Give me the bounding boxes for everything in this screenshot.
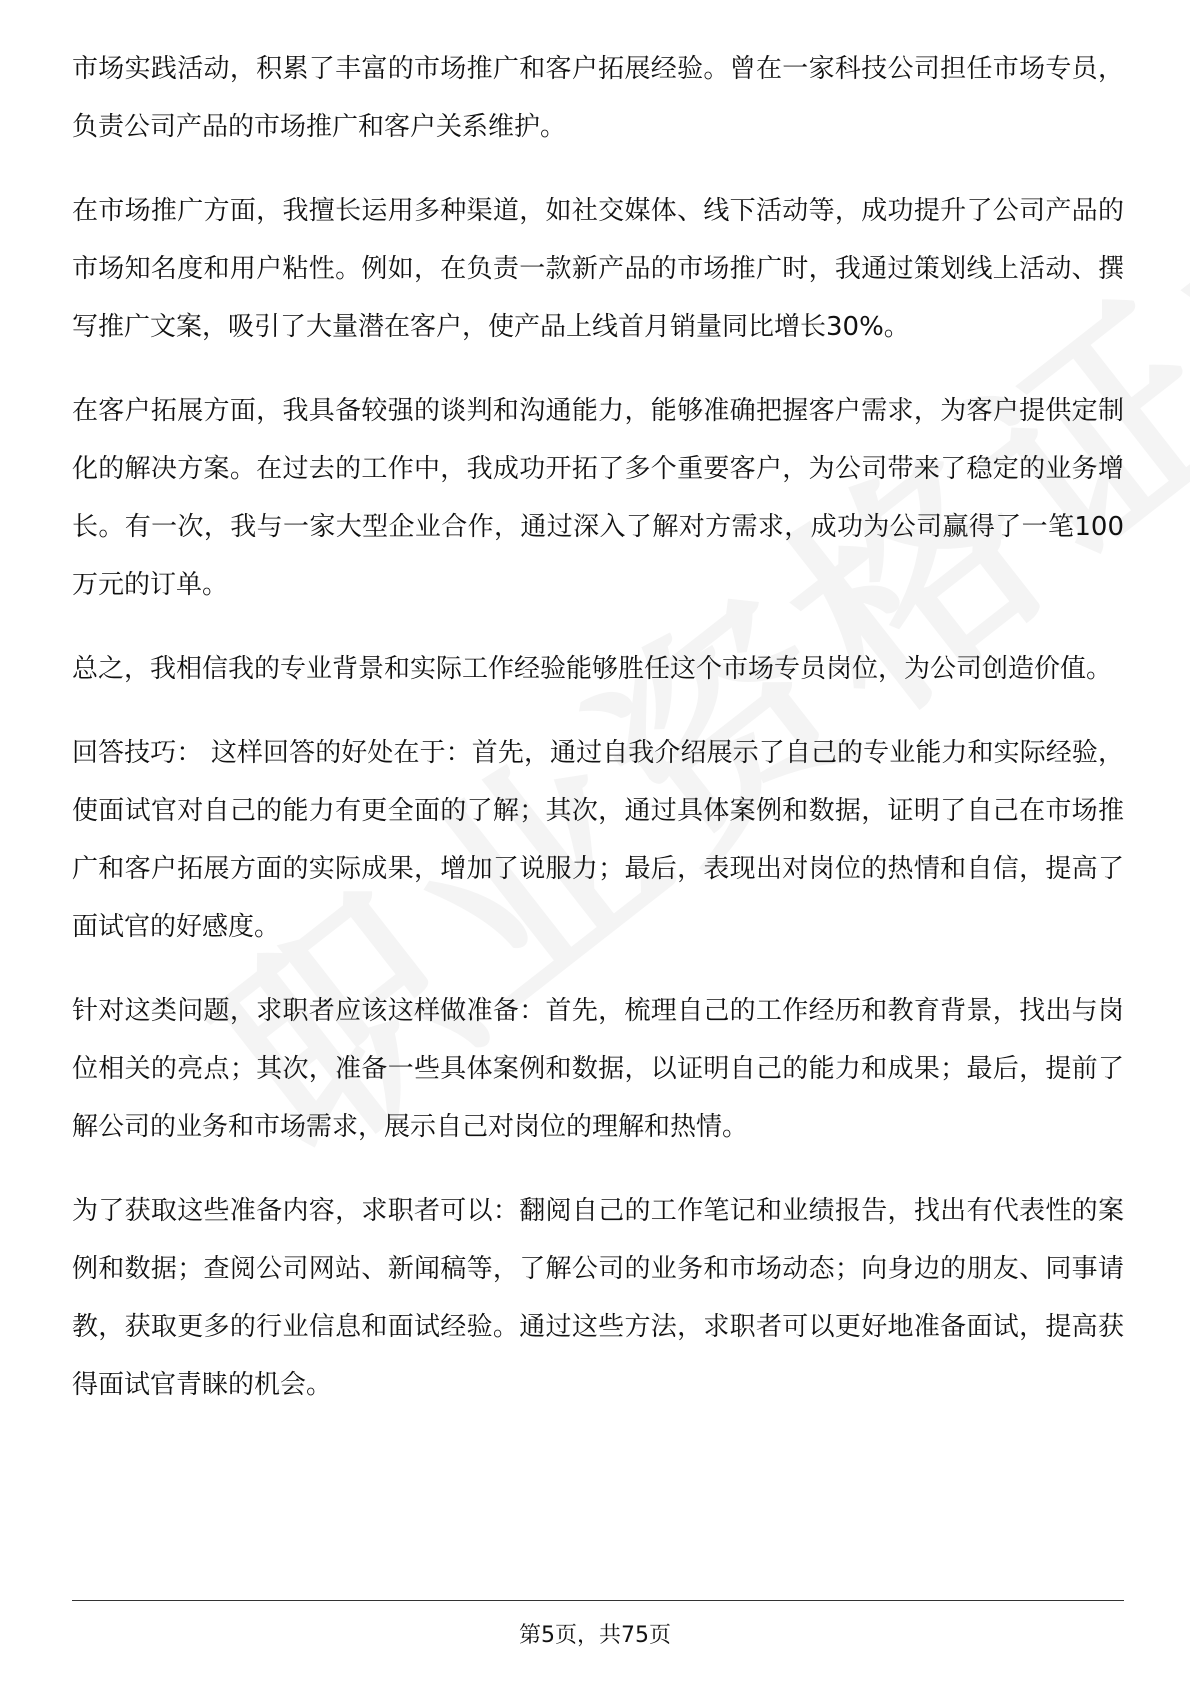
- paragraph-7: 为了获取这些准备内容，求职者可以：翻阅自己的工作笔记和业绩报告，找出有代表性的案例和数据；查阅公司网站、新闻稿等，了解公司的业务和市场动态；向身边的朋友、同事请教，获取更多的行业信息和面试经验。通过这些方法，求职者可以更好地准备面试，提高获得面试官青睐的机会。: [72, 1196, 1124, 1400]
- paragraph-2: 在市场推广方面，我擅长运用多种渠道，如社交媒体、线下活动等，成功提升了公司产品的市场知名度和用户粘性。例如，在负责一款新产品的市场推广时，我通过策划线上活动、撰写推广文案，吸引了大量潜在客户，使产品上线首月销量同比增长30%。: [72, 196, 1124, 342]
- paragraph-4: 总之，我相信我的专业背景和实际工作经验能够胜任这个市场专员岗位，为公司创造价值。: [72, 654, 1113, 684]
- paragraph-1: 市场实践活动，积累了丰富的市场推广和客户拓展经验。曾在一家科技公司担任市场专员，负责公司产品的市场推广和客户关系维护。: [72, 54, 1124, 142]
- document-body: [72, 40, 1124, 1440]
- paragraph-3: 在客户拓展方面，我具备较强的谈判和沟通能力，能够准确把握客户需求，为客户提供定制化的解决方案。在过去的工作中，我成功开拓了多个重要客户，为公司带来了稳定的业务增长。有一次，我与一家大型企业合作，通过深入了解对方需求，成功为公司赢得了一笔100万元的订单。: [72, 396, 1124, 600]
- paragraph-6: 针对这类问题，求职者应该这样做准备：首先，梳理自己的工作经历和教育背景，找出与岗位相关的亮点；其次，准备一些具体案例和数据，以证明自己的能力和成果；最后，提前了解公司的业务和市场需求，展示自己对岗位的理解和热情。: [72, 996, 1124, 1142]
- page-number: 第5页，共75页: [519, 1623, 671, 1648]
- footer-divider: [72, 1600, 1124, 1601]
- paragraph-5: 回答技巧： 这样回答的好处在于：首先，通过自我介绍展示了自己的专业能力和实际经验，使面试官对自己的能力有更全面的了解；其次，通过具体案例和数据，证明了自己在市场推广和客户拓展方面的实际成果，增加了说服力；最后，表现出对岗位的热情和自信，提高了面试官的好感度。: [72, 738, 1124, 942]
